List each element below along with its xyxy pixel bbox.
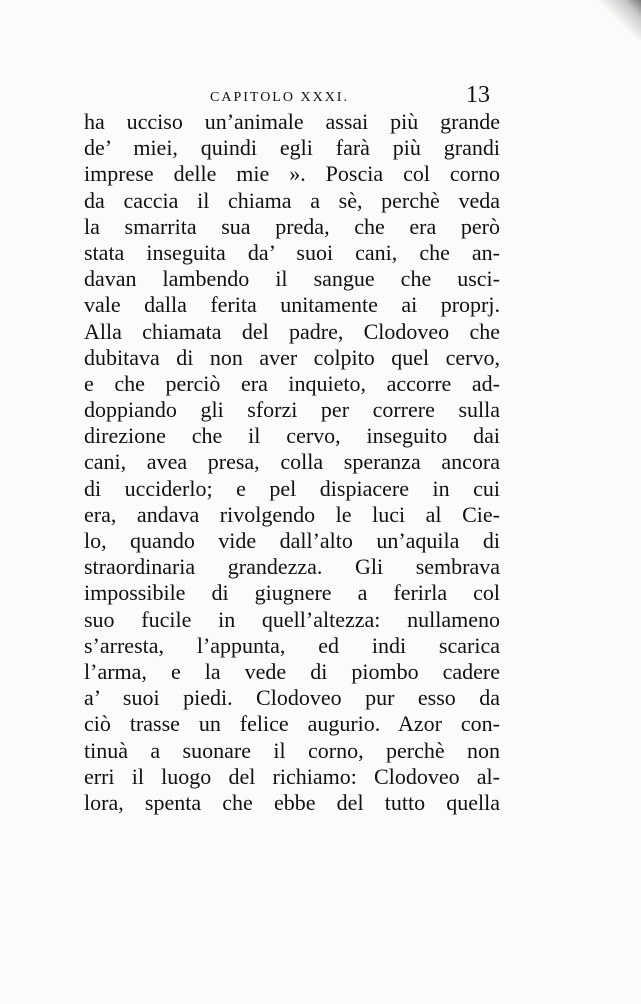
text-line: direzione che il cervo, inseguito dai — [84, 423, 500, 449]
text-line: tinuà a suonare il corno, perchè non — [84, 737, 500, 763]
text-line: Alla chiamata del padre, Clodoveo che — [84, 318, 500, 344]
text-line: e che perciò era inquieto, accorre ad- — [84, 370, 500, 396]
text-line: straordinaria grandezza. Gli sembrava — [84, 554, 500, 580]
text-line: lora, spenta che ebbe del tutto quella — [84, 789, 500, 815]
text-line: impossibile di giugnere a ferirla col — [84, 580, 500, 606]
text-line: de’ miei, quindi egli farà più grandi — [84, 135, 500, 161]
text-line: erri il luogo del richiamo: Clodoveo al- — [84, 763, 500, 789]
page-number: 13 — [466, 82, 490, 108]
text-line: imprese delle mie ». Poscia col corno — [84, 161, 500, 187]
text-line: cani, avea presa, colla speranza ancora — [84, 449, 500, 475]
text-line: davan lambendo il sangue che usci- — [84, 266, 500, 292]
text-line: doppiando gli sforzi per correre sulla — [84, 397, 500, 423]
text-line: s’arresta, l’appunta, ed indi scarica — [84, 632, 500, 658]
text-line: ciò trasse un felice augurio. Azor con- — [84, 711, 500, 737]
text-line: vale dalla ferita unitamente ai proprj. — [84, 292, 500, 318]
text-line: l’arma, e la vede di piombo cadere — [84, 658, 500, 684]
text-line: suo fucile in quell’altezza: nullameno — [84, 606, 500, 632]
page-corner-shadow — [581, 0, 641, 40]
body-text — [84, 109, 500, 816]
text-line: la smarrita sua preda, che era però — [84, 213, 500, 239]
text-line: ha ucciso un’animale assai più grande — [84, 109, 500, 134]
text-line: di ucciderlo; e pel dispiacere in cui — [84, 475, 500, 501]
text-line: era, andava rivolgendo le luci al Cie- — [84, 501, 500, 527]
chapter-title: CAPITOLO XXXI. — [210, 90, 349, 105]
running-head — [86, 82, 490, 110]
text-line: da caccia il chiama a sè, perchè veda — [84, 187, 500, 213]
text-line: stata inseguita da’ suoi cani, che an- — [84, 239, 500, 265]
text-line: dubitava di non aver colpito quel cervo, — [84, 344, 500, 370]
text-line: a’ suoi piedi. Clodoveo pur esso da — [84, 685, 500, 711]
text-line: lo, quando vide dall’alto un’aquila di — [84, 528, 500, 553]
